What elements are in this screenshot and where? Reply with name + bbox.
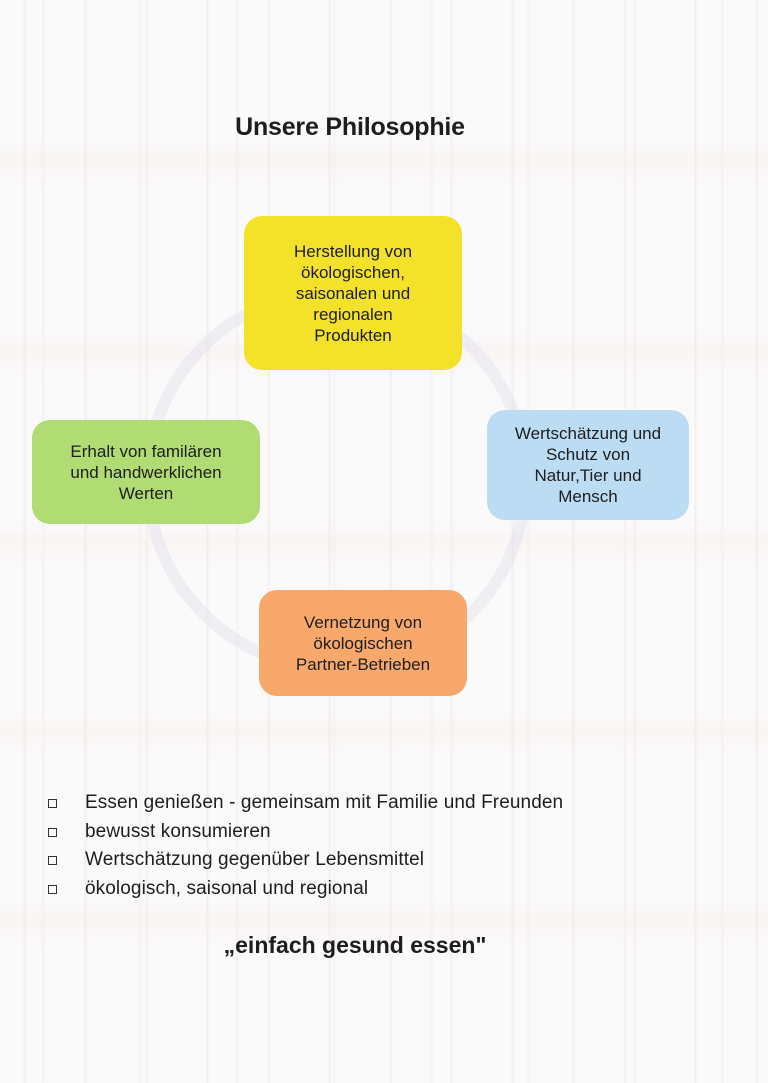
node-herstellung-label: Herstellung von ökologischen, saisonalen und regionalen Produkten xyxy=(293,241,413,345)
list-item xyxy=(48,789,563,818)
node-erhalt xyxy=(32,420,260,524)
list-item xyxy=(48,818,563,847)
node-wertschaetzung-label: Wertschätzung und Schutz von Natur,Tier und Mensch xyxy=(514,424,662,506)
list-item-text: Essen genießen - gemeinsam mit Familie und Freunden xyxy=(85,792,564,814)
square-bullet-icon xyxy=(48,885,57,894)
list-item-text: ökologisch, saisonal und regional xyxy=(85,877,369,899)
node-vernetzung-label: Vernetzung von ökologischen Partner-Betrieben xyxy=(295,612,431,674)
page-title: Unsere Philosophie xyxy=(235,113,465,141)
list-item-text: bewusst konsumieren xyxy=(85,820,271,842)
square-bullet-icon xyxy=(48,828,57,837)
list-item xyxy=(48,846,563,875)
square-bullet-icon xyxy=(48,856,57,865)
slogan: „einfach gesund essen" xyxy=(223,932,487,958)
bullet-list xyxy=(48,789,563,903)
node-wertschaetzung xyxy=(487,410,689,520)
node-vernetzung xyxy=(259,590,467,696)
list-item-text: Wertschätzung gegenüber Lebensmittel xyxy=(85,849,425,871)
node-erhalt-label: Erhalt von familären und handwerklichen Werten xyxy=(70,441,222,503)
list-item xyxy=(48,875,563,904)
square-bullet-icon xyxy=(48,799,57,808)
node-herstellung xyxy=(244,216,462,370)
